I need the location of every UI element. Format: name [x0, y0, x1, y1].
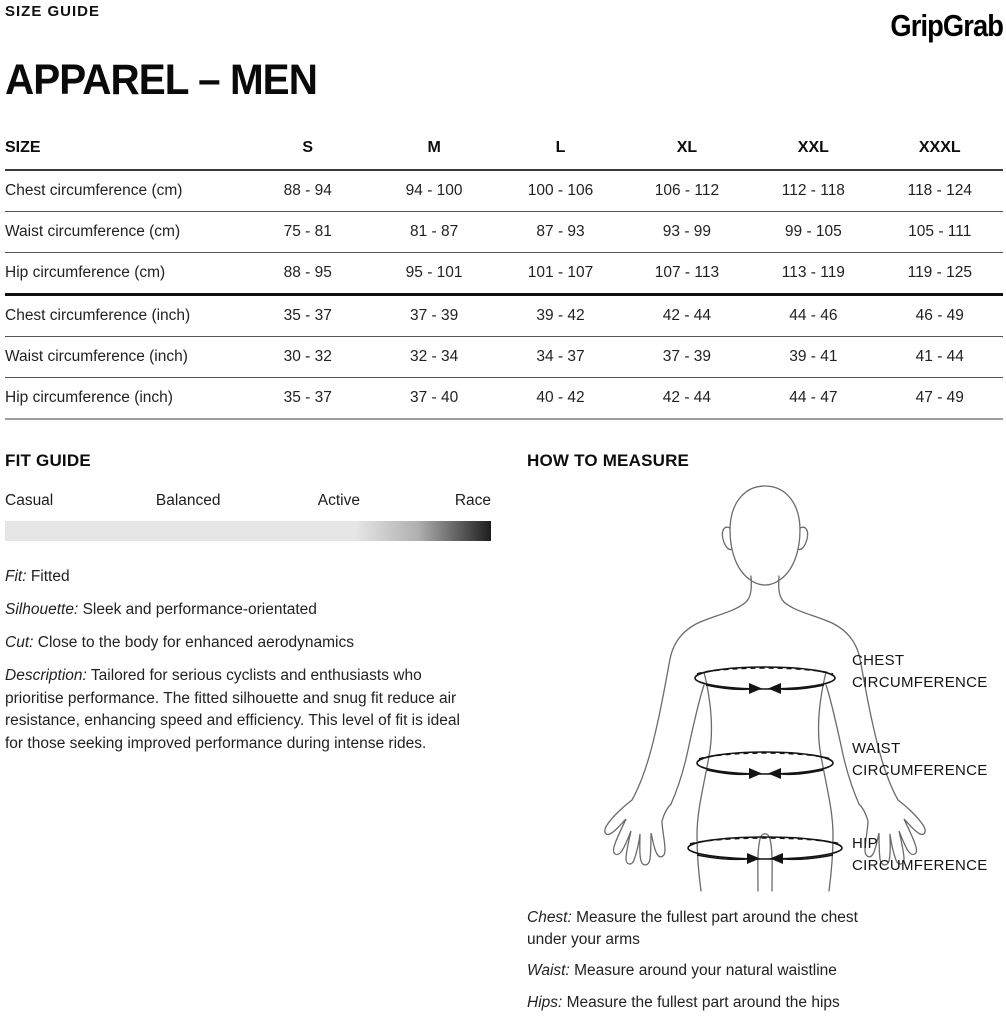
attr-term: Cut: — [5, 634, 34, 651]
attr-term: Silhouette: — [5, 601, 79, 618]
row-label: Waist circumference (inch) — [5, 348, 188, 365]
how-to-measure-section — [527, 451, 1003, 1024]
cell-value: 35 - 37 — [283, 307, 332, 324]
cell-value: 46 - 49 — [915, 307, 964, 324]
cell-value: 106 - 112 — [654, 182, 720, 199]
cell-value: 88 - 94 — [283, 182, 332, 199]
instruction-term: Hips: — [527, 994, 563, 1012]
cell-value: 40 - 42 — [536, 389, 585, 406]
fit-attribute-description — [5, 665, 475, 756]
fit-scale-bar — [5, 521, 491, 541]
size-table-header-row — [5, 135, 1003, 170]
cell-value: 37 - 39 — [409, 307, 459, 324]
measure-instructions — [527, 907, 1003, 1014]
cell-value: 30 - 32 — [283, 348, 332, 365]
fit-attribute-cut — [5, 632, 475, 654]
attr-text: Sleek and performance-orientated — [82, 601, 317, 618]
cell-value: 118 - 124 — [907, 182, 972, 199]
cell-value: 95 - 101 — [405, 264, 463, 281]
fit-guide-section — [5, 451, 491, 1024]
cell-value: 112 - 118 — [781, 182, 845, 199]
cell-value: 35 - 37 — [283, 389, 332, 406]
cell-value: 101 - 107 — [527, 264, 594, 281]
cell-value: 34 - 37 — [536, 348, 585, 365]
instruction-waist — [527, 960, 889, 982]
attr-text: Tailored for serious cyclists and enthusiasts who prioritise performance. The fitted silhouette and snug fit reduce air resistance, enhancing speed and efficiency. This level of fit is ideal for those seeking improved performance during intense rides. — [5, 667, 460, 752]
cell-value: 75 - 81 — [283, 223, 332, 240]
fit-attributes — [5, 566, 491, 756]
fit-attribute-silhouette — [5, 599, 475, 621]
cell-value: 88 - 95 — [283, 264, 332, 281]
instruction-text: Measure the fullest part around the chest under your arms — [527, 909, 858, 948]
column-header-xxxl: XXXL — [918, 139, 961, 156]
measurement-figure — [527, 473, 1003, 905]
cell-value: 42 - 44 — [662, 307, 712, 324]
cell-value: 119 - 125 — [907, 264, 972, 281]
table-row — [5, 170, 1003, 212]
instruction-term: Waist: — [527, 962, 570, 980]
attr-term: Description: — [5, 667, 87, 684]
top-bar — [5, 2, 1003, 44]
column-header-s: S — [302, 139, 314, 156]
column-header-size: SIZE — [5, 139, 41, 156]
instruction-hips — [527, 992, 889, 1014]
cell-value: 100 - 106 — [527, 182, 594, 199]
cell-value: 93 - 99 — [662, 223, 712, 240]
scale-label-race: Race — [454, 492, 491, 509]
table-row — [5, 253, 1003, 295]
table-row — [5, 212, 1003, 253]
gripgrab-logo: GripGrab — [890, 8, 1003, 43]
row-label: Hip circumference (cm) — [5, 264, 166, 281]
column-header-xxl: XXL — [797, 139, 829, 156]
column-header-l: L — [555, 139, 566, 156]
fit-guide-heading: FIT GUIDE — [5, 451, 91, 470]
cell-value: 41 - 44 — [915, 348, 964, 365]
chest-measure-ring — [695, 667, 835, 689]
row-label: Chest circumference (inch) — [5, 307, 191, 324]
size-guide-eyebrow: SIZE GUIDE — [5, 3, 101, 20]
row-label: Hip circumference (inch) — [5, 389, 173, 406]
cell-value: 44 - 47 — [789, 389, 838, 406]
column-header-xl: XL — [676, 139, 698, 156]
cell-value: 39 - 42 — [536, 307, 585, 324]
page-title: APPAREL – MEN — [5, 56, 317, 104]
attr-text: Fitted — [30, 568, 70, 585]
cell-value: 37 - 40 — [409, 389, 459, 406]
instruction-term: Chest: — [527, 909, 572, 926]
cell-value: 81 - 87 — [409, 223, 459, 240]
size-table — [5, 135, 1003, 420]
hip-measure-ring — [688, 837, 842, 859]
waist-circumference-label: WAIST CIRCUMFERENCE — [852, 740, 988, 779]
cell-value: 99 - 105 — [784, 223, 842, 240]
table-row — [5, 337, 1003, 378]
how-to-measure-heading: HOW TO MEASURE — [527, 451, 690, 470]
instruction-text: Measure around your natural waistline — [574, 962, 837, 980]
cell-value: 105 - 111 — [908, 223, 972, 240]
scale-label-balanced: Balanced — [155, 492, 221, 509]
cell-value: 94 - 100 — [405, 182, 463, 199]
hip-circumference-label: HIP CIRCUMFERENCE — [852, 835, 988, 874]
cell-value: 39 - 41 — [789, 348, 838, 365]
cell-value: 42 - 44 — [662, 389, 712, 406]
cell-value: 37 - 39 — [662, 348, 712, 365]
row-label: Waist circumference (cm) — [5, 223, 181, 240]
instruction-text: Measure the fullest part around the hips — [566, 994, 840, 1012]
attr-text: Close to the body for enhanced aerodynamics — [37, 634, 354, 651]
scale-label-casual: Casual — [5, 492, 54, 509]
column-header-m: M — [427, 139, 441, 156]
attr-term: Fit: — [5, 568, 27, 585]
cell-value: 44 - 46 — [789, 307, 838, 324]
fit-attribute-fit — [5, 566, 475, 588]
cell-value: 87 - 93 — [536, 223, 585, 240]
fit-scale-labels — [5, 492, 491, 511]
row-label: Chest circumference (cm) — [5, 182, 183, 199]
cell-value: 47 - 49 — [915, 389, 964, 406]
cell-value: 32 - 34 — [409, 348, 459, 365]
scale-label-active: Active — [317, 492, 360, 509]
cell-value: 107 - 113 — [654, 264, 720, 281]
chest-circumference-label: CHEST CIRCUMFERENCE — [852, 652, 988, 691]
cell-value: 113 - 119 — [781, 264, 845, 281]
waist-measure-ring — [697, 752, 833, 774]
lower-section — [5, 451, 1003, 1024]
table-row — [5, 295, 1003, 337]
instruction-chest — [527, 907, 889, 950]
table-row — [5, 378, 1003, 420]
